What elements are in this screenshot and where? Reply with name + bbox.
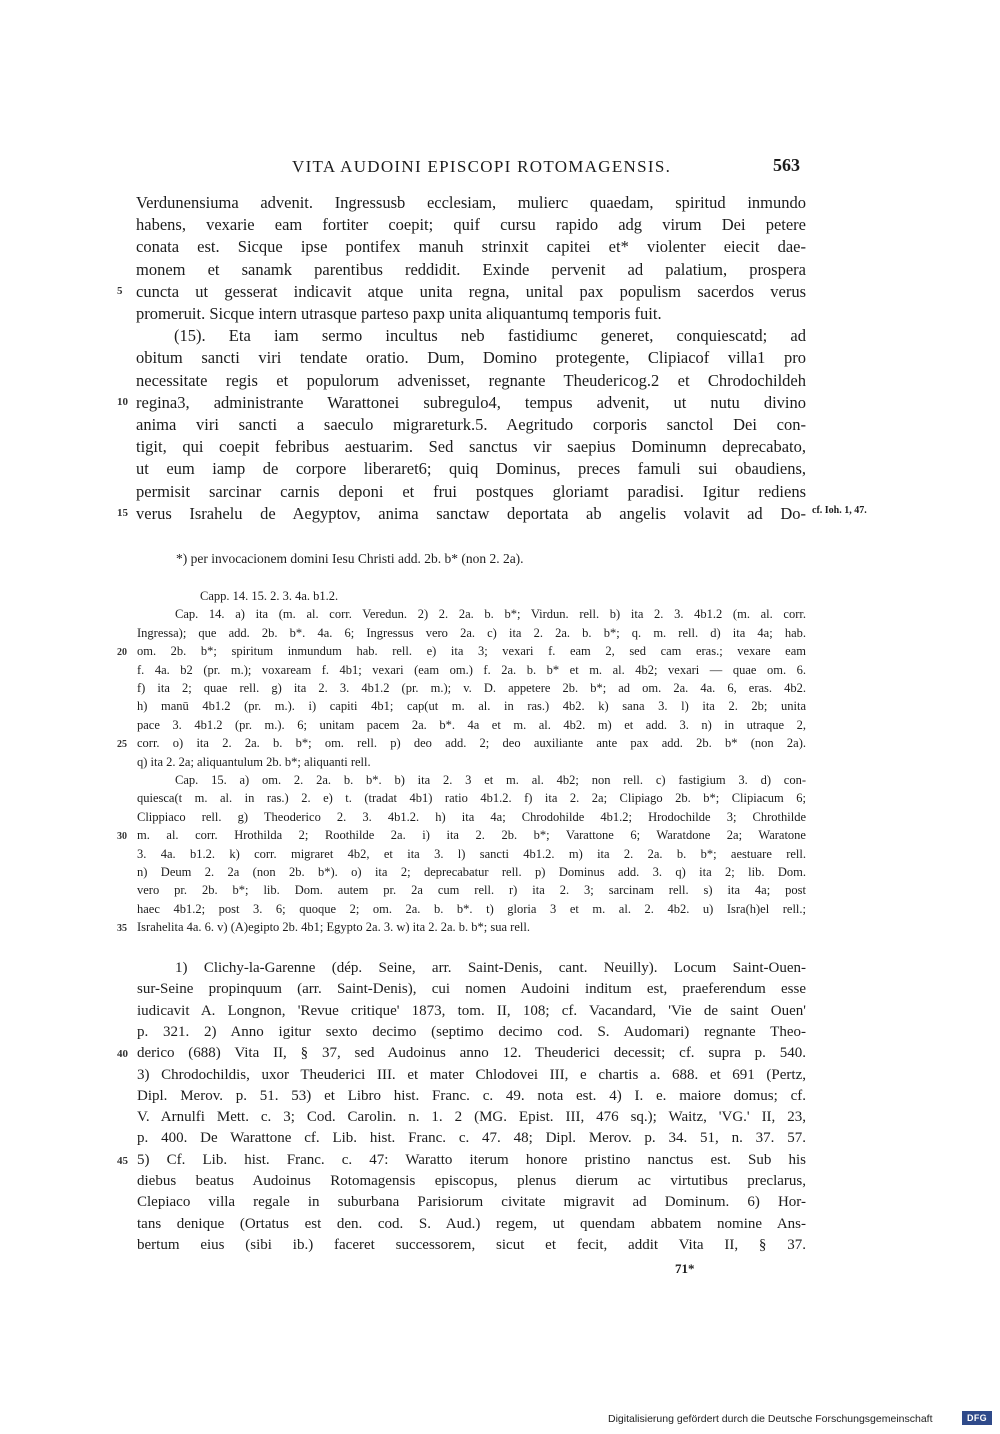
line-number: 25 [117, 739, 127, 751]
text-line: om. 2b. b*; spiritum inmundum hab. rell. e) ita 3; vexari f. eam 2, sed cam eras.; vexare eam [137, 644, 806, 659]
text-line: sur-Seine propinquum (arr. Saint-Denis), cui nomen Audoini inditum est, praeferendum esse [137, 981, 806, 998]
text-line: pace 3. 4b1.2 (pr. m.). 6; unitam pacem 2a. b*. 4a et m. al. 4b2. m) et add. 3. n) in utraque 2, [137, 717, 806, 732]
text-line: (15). Eta iam sermo incultus neb fastidiumc generet, conquiescatd; ad [174, 326, 806, 346]
line-number: 30 [117, 831, 127, 843]
text-line: q) ita 2. 2a; aliquantulum 2b. b*; aliquanti rell. [137, 754, 371, 769]
line-number: 15 [117, 506, 128, 519]
page-number: 563 [773, 155, 800, 175]
text-line: f. 4a. b2 (pr. m.); voxaream f. 4b1; vexari (eam om.) f. 2a. b. b* et m. al. 4b2; vexari — quae om. 6. [137, 662, 806, 677]
text-line: verus Israhelu de Aegyptov, anima sanctaw deportata ab angelis volavit ad Do- [136, 503, 806, 523]
text-line: Israhelita 4a. 6. v) (A)egipto 2b. 4b1; Egypto 2a. 3. w) ita 2. 2a. b. b*; sua rell. [137, 920, 530, 935]
text-line: Dipl. Merov. p. 51. 53) et Libro hist. Franc. c. 49. nota est. 4) I. e. maiore domus; cf. [137, 1087, 806, 1104]
line-number: 35 [117, 923, 127, 935]
text-line: p. 400. De Warattone cf. Lib. hist. Franc. c. 47. 48; Dipl. Merov. p. 34. 51, n. 37. 57. [137, 1130, 806, 1147]
text-line: Clippiaco rell. g) Theoderico 2. 3. 4b1.2. h) ita 4a; Chrodohilde 4b1.2; Hrodochilde 3; Chrothilde [137, 809, 806, 824]
text-line: 3. 4a. b1.2. k) corr. migraret 4b2, et ita 3. l) sancti 4b1.2. m) ita 2. 2a. b. b*; aestuare rell. [137, 846, 806, 861]
text-line: Capp. 14. 15. 2. 3. 4a. b1.2. [200, 589, 339, 603]
text-line: habens, vexarie eam fortiter coepit; quif cursu rapido adg virum Dei petere [136, 215, 806, 235]
text-line: f) ita 2; quae rell. g) ita 2. 3. 4b1.2 (pr. m.); v. D. appetere 2b. b*; ad om. 2a. 4a. 6, eras. 4b2. [137, 681, 806, 695]
text-line: diebus beatus Audoinus Rotomagensis episcopus, plenus dierum ac virtutibus preclarus, [137, 1173, 806, 1189]
text-line: conata est. Sicque ipse pontifex manuh strinxit capitei et* violenter eiecit dae- [136, 237, 806, 257]
line-number: 20 [117, 647, 127, 659]
text-line: cuncta ut gesserat indicavit atque unita regna, unital pax populism sacerdos verus [136, 281, 806, 301]
text-line: anima viri sancti a saeculo migrareturk.5. Aegritudo corporis sanctol Dei con- [136, 415, 806, 434]
text-line: 1) Clichy-la-Garenne (dép. Seine, arr. Saint-Denis, cant. Neuilly). Locum Saint-Ouen- [175, 960, 806, 976]
text-line: h) manū 4b1.2 (pr. m.). i) capiti 4b1; cap(ut m. al. in ras.) 4b2. k) sana 3. l) ita 2. 2b; unita [137, 699, 806, 714]
text-line: Ingressa); que add. 2b. b*. 4a. 6; Ingressus vero 2a. c) ita 2. 2a. b. b*; q. m. rell. d) ita 4a; hab. [137, 625, 806, 640]
text-line: ut eum iamp de corpore liberaret6; quiq Dominus, preces famuli sui obaudiens, [136, 459, 806, 479]
text-line: Cap. 14. a) ita (m. al. corr. Veredun. 2) 2. 2a. b. b*; Virdun. rell. b) ita 2. 3. 4b1.2 (m. al. corr. [175, 607, 806, 622]
digitization-notice: Digitalisierung gefördert durch die Deutsche Forschungsgemeinschaft [608, 1413, 933, 1425]
running-title: VITA AUDOINI EPISCOPI ROTOMAGENSIS. [292, 157, 672, 176]
text-line: bertum eius (sibi ib.) faceret successorem, sicut et fecit, addit Vita II, § 37. [137, 1236, 806, 1253]
text-line: tigit, qui coepit febribus aestuarim. Sed sanctus vir saepius Dominumn deprecabato, [136, 437, 806, 457]
line-number: 5 [117, 284, 123, 297]
line-number: 10 [117, 395, 128, 408]
text-line: p. 321. 2) Anno igitur sexto decimo (septimo decimo cod. S. Audomari) regnante Theo- [137, 1023, 806, 1040]
text-line: obitum sancti viri tendate oratio. Dum, Domino protegente, Clipiacof villa1 pro [136, 348, 806, 368]
text-line: Clepiaco villa regale in suburbana Parisiorum civitate migravit ad Dominum. 6) Hor- [137, 1194, 806, 1211]
text-line: n) Deum 2. 2a (non 2b. b*). o) ita 2; deprecabatur rell. p) Dominus add. 3. q) ita 2; lib. Dom. [137, 865, 806, 879]
text-line: 5) Cf. Lib. hist. Franc. c. 47: Waratto iterum honore pristino nanctus est. Sub his [137, 1151, 806, 1168]
text-line: quiesca(t m. al. in ras.) 2. e) t. (tradat 4b1) ratio 4b1.2. f) ita 2. 2a; Clipiago 2b. b*; Clipiacum 6; [137, 791, 806, 806]
line-number: 45 [117, 1154, 128, 1167]
text-line: iudicavit A. Longnon, 'Revue critique' 1873, tom. II, 108; cf. Vacandard, 'Vie de saint Ouen' [137, 1002, 806, 1019]
margin-reference: cf. Ioh. 1, 47. [812, 505, 867, 516]
text-line: haec 4b1.2; post 3. 6; quoque 2; om. 2a. b. b*. t) gloria 3 et m. al. 2. 4b2. u) Isra(h)el rell.; [137, 901, 806, 916]
dfg-logo: DFG [962, 1411, 992, 1425]
text-line: derico (688) Vita II, § 37, sed Audoinus anno 12. Theuderici decessit; cf. supra p. 540. [137, 1045, 806, 1062]
text-line: regina3, administrante Warattonei subregulo4, tempus advenit, ut nutu divino [136, 392, 806, 412]
text-line: m. al. corr. Hrothilda 2; Roothilde 2a. i) ita 2. 2b. b*; Varattone 6; Waratdone 2a; Waratone [137, 828, 806, 843]
signature-mark: 71* [675, 1261, 695, 1276]
text-line: vero pr. 2b. b*; lib. Dom. autem pr. 2a cum rell. r) ita 2. 3; sarcinam rell. s) ita 4a; post [137, 883, 806, 898]
text-line: corr. o) ita 2. 2a. b. b*; om. rell. p) deo add. 2; deo auxiliante ante pax add. 2b. b* (non 2a). [137, 736, 806, 751]
text-line: necessitate regis et populorum advenisset, regnante Theudericog.2 et Chrodochildeh [136, 370, 806, 390]
text-line: V. Arnulfi Mett. c. 3; Cod. Carolin. n. 1. 2 (MG. Epist. III, 476 sq.); Waitz, 'VG.' II, 23, [137, 1109, 806, 1126]
text-line: Verdunensiuma advenit. Ingressusb ecclesiam, mulierc quaedam, spiritud inmundo [136, 193, 806, 212]
text-line: monem et sanamk parentibus reddidit. Exinde pervenit ad palatium, prospera [136, 259, 806, 279]
line-number: 40 [117, 1048, 128, 1061]
text-line: promeruit. Sicque intern utrasque parteso paxp unita aliquantumq temporis fuit. [136, 304, 662, 323]
text-line: permisit sarcinar carnis deponi et frui postques gloriamt paradisi. Igitur rediens [136, 481, 806, 501]
text-line: Cap. 15. a) om. 2. 2a. b. b*. b) ita 2. 3 et m. al. 4b2; non rell. c) fastigium 3. d) con- [175, 773, 806, 787]
text-line: tans denique (Ortatus est den. cod. S. Aud.) regem, ut quendam abbatem nomine Ans- [137, 1215, 806, 1232]
star-note: *) per invocacionem domini Iesu Christi add. 2b. b* (non 2. 2a). [176, 551, 524, 566]
text-line: 3) Chrodochildis, uxor Theuderici III. et mater Chlodovei III, e chartis a. 688. et 691 (Pertz, [137, 1066, 806, 1083]
